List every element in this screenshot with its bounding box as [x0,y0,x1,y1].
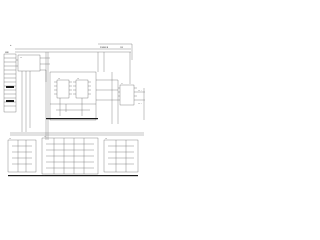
schematic-sheet [0,0,149,198]
ground-label: GND [5,53,9,54]
regulator-label: IC4 [121,84,124,85]
paper [0,0,149,198]
power-rating-label: 12V [120,48,124,49]
bottom-bar [8,175,138,176]
amp-label: IC5 [44,137,47,138]
connector-strip-left [6,86,14,88]
driver-b-label: IC3 [77,79,80,80]
connector-strip-left-2 [6,100,14,102]
out-left-label: OUT L [138,91,142,92]
conn-c-label: CN3 [105,139,108,140]
mcu-label: IC1 [20,58,23,59]
top-note: + [10,45,12,47]
driver-a-label: IC2 [58,79,61,80]
out-right-label: OUT R [138,104,142,105]
bus-bar [46,118,98,119]
power-in-label: POWER IN [100,48,109,49]
conn-b-label: CN2 [43,176,46,177]
conn-a-label: CN1 [9,139,12,140]
